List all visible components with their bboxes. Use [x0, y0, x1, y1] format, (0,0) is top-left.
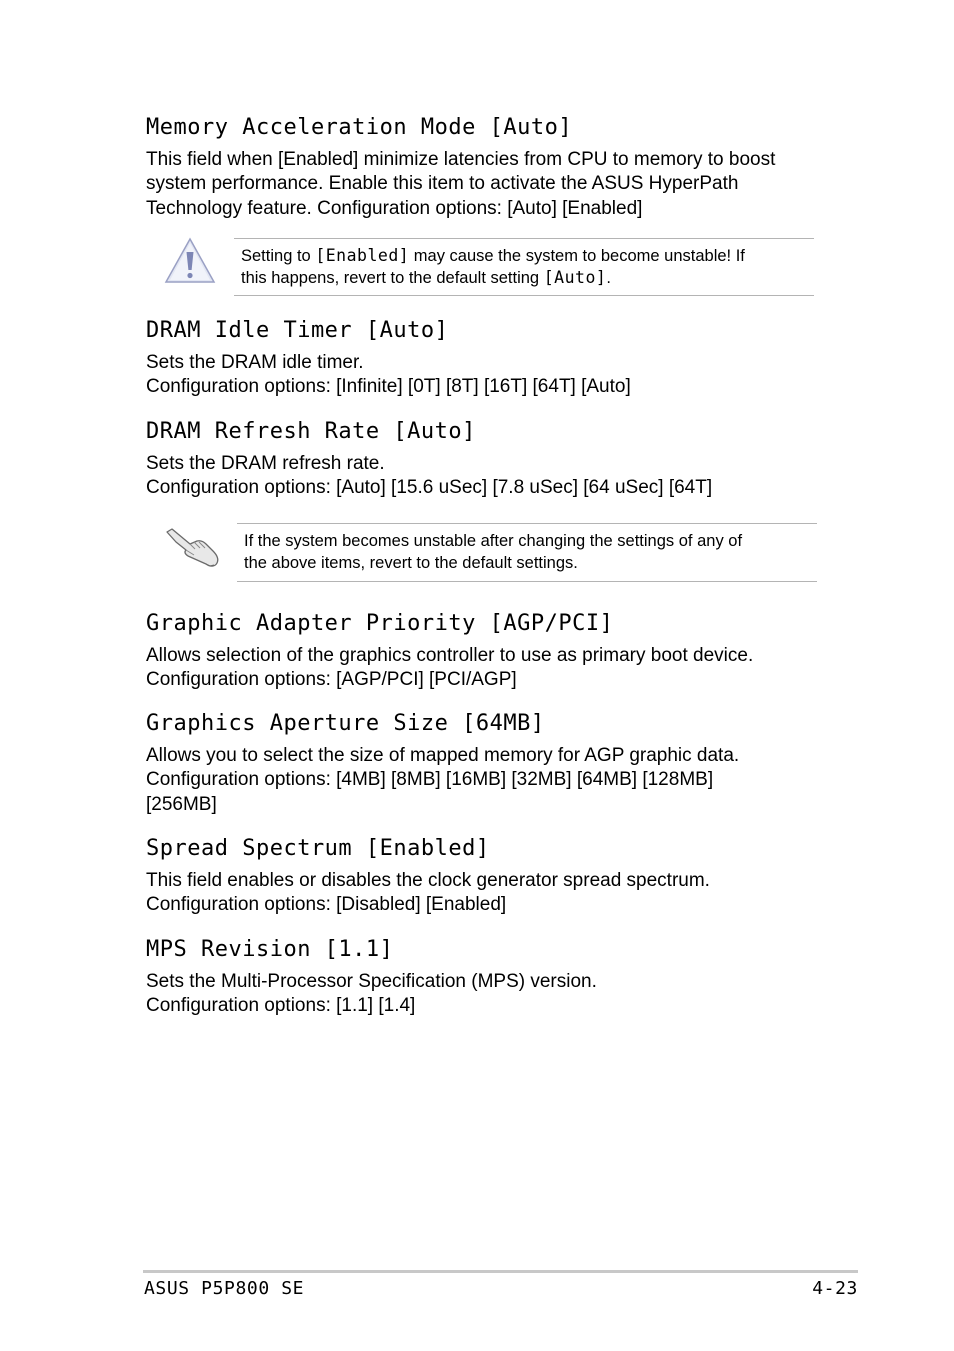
section-heading-mps-revision: MPS Revision [1.1]	[146, 937, 394, 962]
section-body-graphics-aperture-size	[146, 744, 826, 817]
section-heading-graphics-aperture-size: Graphics Aperture Size [64MB]	[146, 711, 545, 736]
body-line: Configuration options: [1.1] [1.4]	[146, 995, 416, 1017]
body-line: Technology feature. Configuration options: [Auto] [Enabled]	[146, 197, 643, 219]
footer-divider	[143, 1270, 858, 1273]
caution-text: may cause the system to become unstable! If	[409, 247, 745, 265]
section-body-graphic-adapter-priority	[146, 644, 826, 693]
caution-setting-auto: [Auto]	[543, 268, 607, 287]
caution-text: Setting to	[241, 247, 316, 265]
footer-product-name: ASUS P5P800 SE	[144, 1278, 305, 1299]
section-heading-dram-refresh-rate: DRAM Refresh Rate [Auto]	[146, 419, 476, 444]
caution-line-1	[241, 245, 806, 267]
caution-line-2	[241, 267, 806, 289]
note-line-2: the above items, revert to the default settings.	[244, 554, 578, 572]
note-callout	[237, 523, 817, 582]
section-heading-graphic-adapter-priority: Graphic Adapter Priority [AGP/PCI]	[146, 611, 614, 636]
body-line: Configuration options: [Disabled] [Enabled]	[146, 894, 507, 916]
body-line: Configuration options: [AGP/PCI] [PCI/AGP]	[146, 669, 517, 691]
body-line: system performance. Enable this item to activate the ASUS HyperPath	[146, 173, 739, 195]
warning-triangle-icon	[163, 236, 217, 286]
section-body-dram-refresh-rate	[146, 452, 826, 501]
section-body-mps-revision	[146, 970, 826, 1019]
caution-text: .	[606, 269, 611, 287]
pointing-hand-icon	[164, 524, 222, 570]
body-line: Sets the DRAM idle timer.	[146, 352, 364, 373]
section-heading-memory-acceleration-mode: Memory Acceleration Mode [Auto]	[146, 115, 573, 140]
section-body-memory-acceleration-mode	[146, 148, 826, 221]
body-line: Sets the DRAM refresh rate.	[146, 453, 385, 474]
body-line: Allows selection of the graphics controller to use as primary boot device.	[146, 645, 754, 666]
caution-callout	[234, 238, 814, 296]
section-body-dram-idle-timer	[146, 351, 826, 400]
caution-text: this happens, revert to the default setting	[241, 269, 544, 287]
body-line: Configuration options: [Auto] [15.6 uSec] [7.8 uSec] [64 uSec] [64T]	[146, 477, 713, 499]
caution-setting-enabled: [Enabled]	[315, 246, 410, 265]
note-line-1: If the system becomes unstable after changing the settings of any of	[244, 532, 743, 550]
body-line: Allows you to select the size of mapped memory for AGP graphic data.	[146, 745, 740, 766]
body-line: Configuration options: [4MB] [8MB] [16MB] [32MB] [64MB] [128MB]	[146, 769, 714, 791]
body-line: Configuration options: [Infinite] [0T] [8T] [16T] [64T] [Auto]	[146, 376, 631, 398]
body-line: This field when [Enabled] minimize latencies from CPU to memory to boost	[146, 149, 776, 170]
body-line: Sets the Multi-Processor Specification (MPS) version.	[146, 971, 597, 992]
body-line: This field enables or disables the clock generator spread spectrum.	[146, 870, 710, 891]
section-heading-spread-spectrum: Spread Spectrum [Enabled]	[146, 836, 490, 861]
body-line: [256MB]	[146, 793, 217, 815]
footer-page-number: 4-23	[812, 1278, 858, 1299]
section-heading-dram-idle-timer: DRAM Idle Timer [Auto]	[146, 318, 449, 343]
section-body-spread-spectrum	[146, 869, 826, 918]
